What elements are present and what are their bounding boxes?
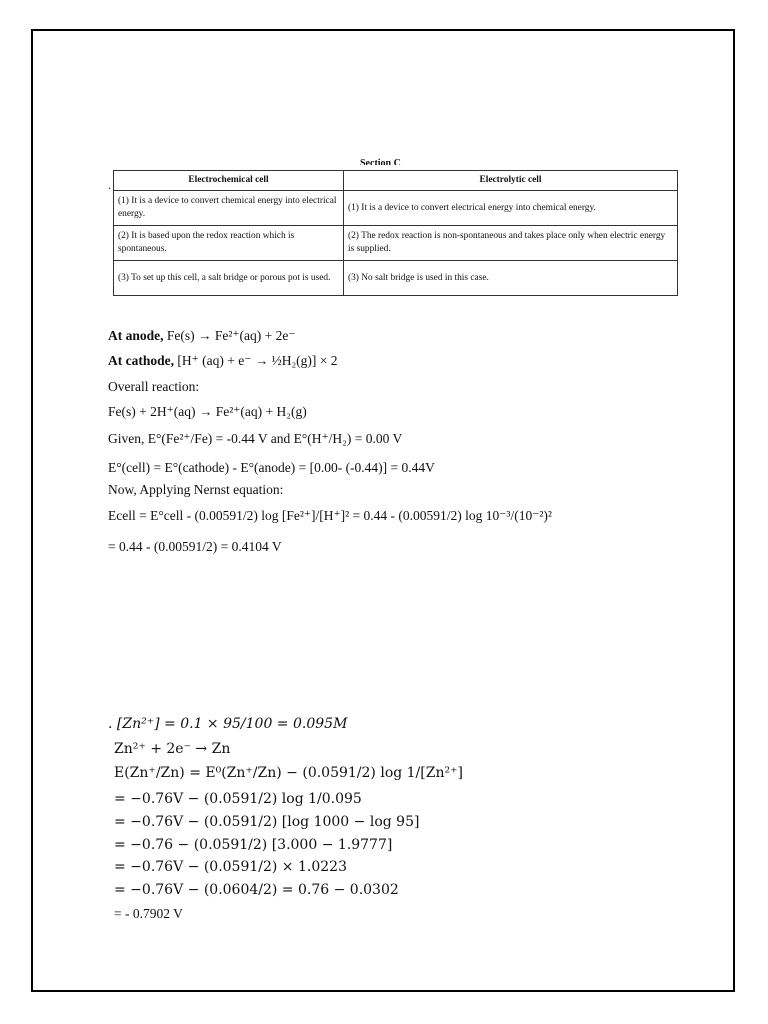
- table-cell: (2) The redox reaction is non-spontaneous and takes place only when electric energy is supplied.: [344, 226, 678, 261]
- comparison-table: [113, 170, 678, 296]
- table-row: [114, 191, 678, 226]
- table-row: [114, 226, 678, 261]
- nernst-equation: Ecell = E°cell - (0.00591/2) log [Fe²⁺]/[H⁺]² = 0.44 - (0.00591/2) log 10⁻³/(10⁻²)²: [108, 508, 552, 523]
- table-cell: (1) It is a device to convert electrical energy into chemical energy.: [344, 191, 678, 226]
- table-row: [114, 261, 678, 296]
- zn-concentration: . [Zn²⁺] = 0.1 × 95/100 = 0.095M: [108, 716, 348, 732]
- zn-final-result: = - 0.7902 V: [114, 906, 183, 921]
- zn-step-3: = −0.76 − (0.0591/2) [3.000 − 1.9777]: [114, 837, 393, 853]
- cathode-line: [108, 352, 338, 370]
- nernst-label: Now, Applying Nernst equation:: [108, 482, 284, 497]
- cathode-equation: [H⁺ (aq) + e⁻ → ½H₂(g)] × 2: [177, 353, 338, 368]
- zn-step-2: = −0.76V − (0.0591/2) [log 1000 − log 95]: [114, 814, 420, 830]
- bullet-dot: .: [108, 178, 111, 192]
- zn-reduction: Zn²⁺ + 2e⁻ → Zn: [114, 741, 231, 757]
- overall-equation: Fe(s) + 2H⁺(aq) → Fe²⁺(aq) + H₂(g): [108, 404, 307, 419]
- section-title: Section C: [360, 158, 401, 165]
- zn-step-5: = −0.76V − (0.0604/2) = 0.76 − 0.0302: [114, 882, 399, 898]
- table-cell: (3) No salt bridge is used in this case.: [344, 261, 678, 296]
- table-header-row: [114, 171, 678, 191]
- overall-label: Overall reaction:: [108, 379, 200, 394]
- cathode-label: At cathode,: [108, 353, 174, 368]
- zn-step-1: = −0.76V − (0.0591/2) log 1/0.095: [114, 791, 362, 807]
- given-values: Given, E°(Fe²⁺/Fe) = -0.44 V and E°(H⁺/H₂) = 0.00 V: [108, 431, 403, 446]
- table-header: Electrolytic cell: [344, 171, 678, 191]
- table-cell: (2) It is based upon the redox reaction which is spontaneous.: [114, 226, 344, 261]
- standard-cell-potential: E°(cell) = E°(cathode) - E°(anode) = [0.00- (-0.44)] = 0.44V: [108, 460, 435, 475]
- table-header: Electrochemical cell: [114, 171, 344, 191]
- table-cell: (1) It is a device to convert chemical energy into electrical energy.: [114, 191, 344, 226]
- table-cell: (3) To set up this cell, a salt bridge or porous pot is used.: [114, 261, 344, 296]
- anode-equation: Fe(s) → Fe²⁺(aq) + 2e⁻: [166, 328, 296, 343]
- nernst-result: = 0.44 - (0.00591/2) = 0.4104 V: [108, 539, 282, 554]
- anode-label: At anode,: [108, 328, 164, 343]
- zn-nernst-expression: E(Zn⁺/Zn) = E⁰(Zn⁺/Zn) − (0.0591/2) log 1/[Zn²⁺]: [114, 765, 463, 781]
- anode-line: [108, 327, 296, 345]
- zn-step-4: = −0.76V − (0.0591/2) × 1.0223: [114, 859, 347, 875]
